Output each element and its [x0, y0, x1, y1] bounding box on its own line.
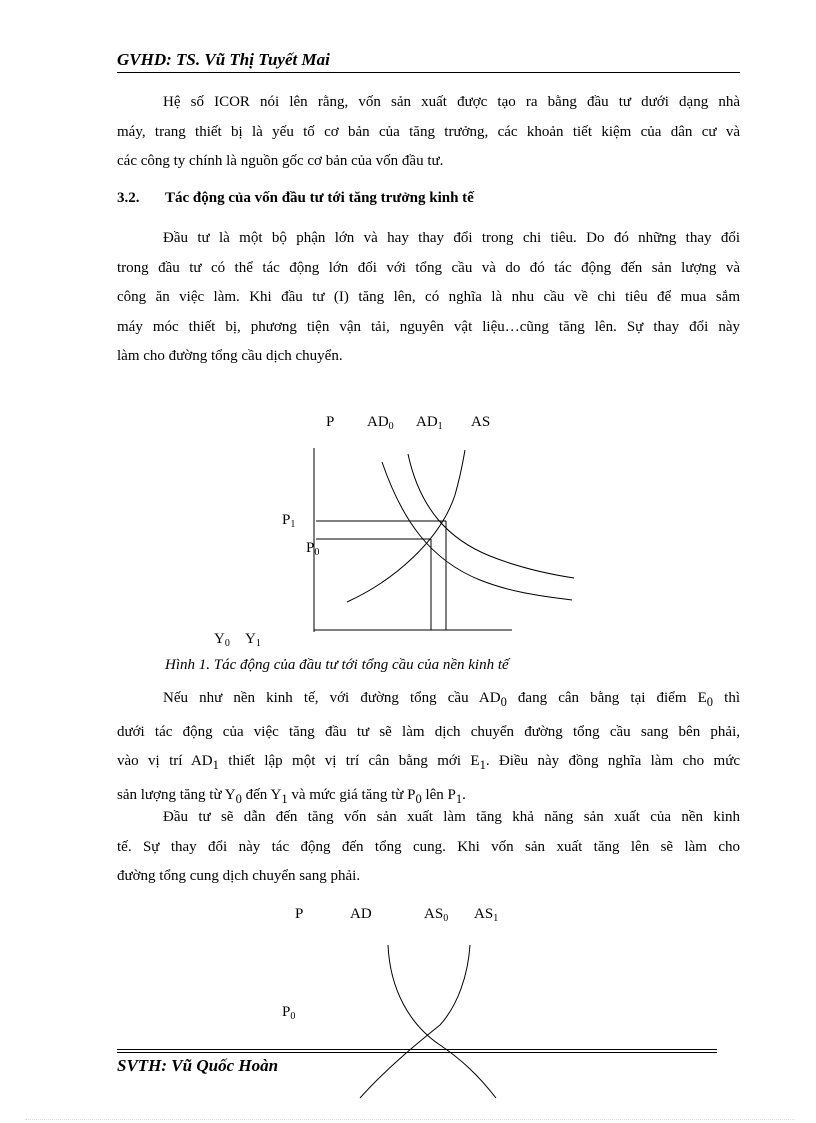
figure1-as-curve	[347, 450, 465, 602]
figure1-p-axis-label: P	[326, 414, 335, 430]
figure1-as-label: AS	[471, 414, 491, 430]
text-line: Hệ số ICOR nói lên rằng, vốn sản xuất được tạo ra bằng đầu tư dưới dạng nhà	[163, 94, 740, 110]
page-edge	[25, 1119, 795, 1120]
figure1-p1-label: $P_1$	[282, 512, 296, 530]
figure1-ad1-label: $AD_1$	[416, 414, 443, 432]
figure1-y0-label: $Y_0$	[214, 631, 230, 649]
footer-rule-top	[117, 1049, 717, 1050]
figure1-ad0-label: $AD_0$	[367, 414, 394, 432]
figure1-caption: Hình 1. Tác động của đầu tư tới tổng cầu của nền kinh tế	[165, 657, 509, 673]
figure1-ad1-curve	[408, 454, 574, 578]
paragraph-ad-shift	[117, 684, 740, 814]
section-title: Tác động của vốn đầu tư tới tăng trưởng kinh tế	[165, 190, 474, 206]
figure2-ad-curve	[388, 945, 496, 1098]
text-line: sản lượng tăng từ $Y_0$ đến $Y_1$ và mức giá tăng từ $P_0$ lên $P_1$.	[117, 786, 466, 806]
figure1-p0-label: $P_0$	[306, 540, 320, 558]
text-line: máy, trang thiết bị là yếu tố cơ bản của tăng trưởng, các khoản tiết kiệm của dân cư và	[117, 123, 740, 140]
figure1-y1-label: $Y_1$	[245, 631, 261, 649]
figure2-as0-label: $AS_0$	[424, 906, 449, 924]
footer-rule-bottom	[117, 1052, 717, 1053]
section-number: 3.2.	[117, 190, 140, 206]
text-line: Đầu tư sẽ dẫn đến tăng vốn sản xuất làm tăng khả năng sản xuất của nền kinh	[163, 809, 740, 825]
figure2-as1-label: $AS_1$	[474, 906, 499, 924]
text-line: vào vị trí $AD_1$ thiết lập một vị trí cân bằng mới $E_1$. Điều này đồng nghĩa làm cho mức	[117, 753, 740, 772]
text-line: tế. Sự thay đổi này tác động đến tổng cung. Khi vốn sản xuất tăng lên sẽ làm cho	[117, 838, 740, 855]
paragraph-supply	[117, 803, 740, 892]
page-header-title: GVHD: TS. Vũ Thị Tuyết Mai	[117, 50, 330, 69]
text-line: làm cho đường tổng cầu dịch chuyển.	[117, 348, 343, 364]
page-footer-title: SVTH: Vũ Quốc Hoàn	[117, 1056, 279, 1075]
text-line: Nếu như nền kinh tế, với đường tổng cầu $AD_0$ đang cân bằng tại điểm $E_0$ thì	[163, 690, 740, 709]
figure2-p-axis-label: P	[295, 906, 304, 922]
figure2-ad-label: AD	[350, 906, 372, 922]
text-line: máy móc thiết bị, phương tiện vận tải, nguyên vật liệu…cũng tăng lên. Sự thay đổi này	[117, 318, 740, 335]
figure1-ad0-curve	[382, 462, 572, 600]
figure2-p0-label: $P_0$	[282, 1004, 296, 1022]
text-line: dưới tác động của việc tăng đầu tư sẽ làm dịch chuyển đường tổng cầu sang bên phải,	[117, 723, 740, 740]
text-line: đường tổng cung dịch chuyển sang phải.	[117, 868, 361, 884]
text-line: Đầu tư là một bộ phận lớn và hay thay đổi trong chi tiêu. Do đó những thay đổi	[163, 230, 740, 246]
text-line: công ăn việc làm. Khi đầu tư (I) tăng lên, có nghĩa là nhu cầu về chi tiêu để mua sắm	[117, 289, 740, 305]
text-line: các công ty chính là nguồn gốc cơ bản của vốn đầu tư.	[117, 153, 444, 169]
text-line: trong đầu tư có thể tác động lớn đối với tổng cầu và do đó tác động đến sản lượng và	[117, 259, 740, 276]
